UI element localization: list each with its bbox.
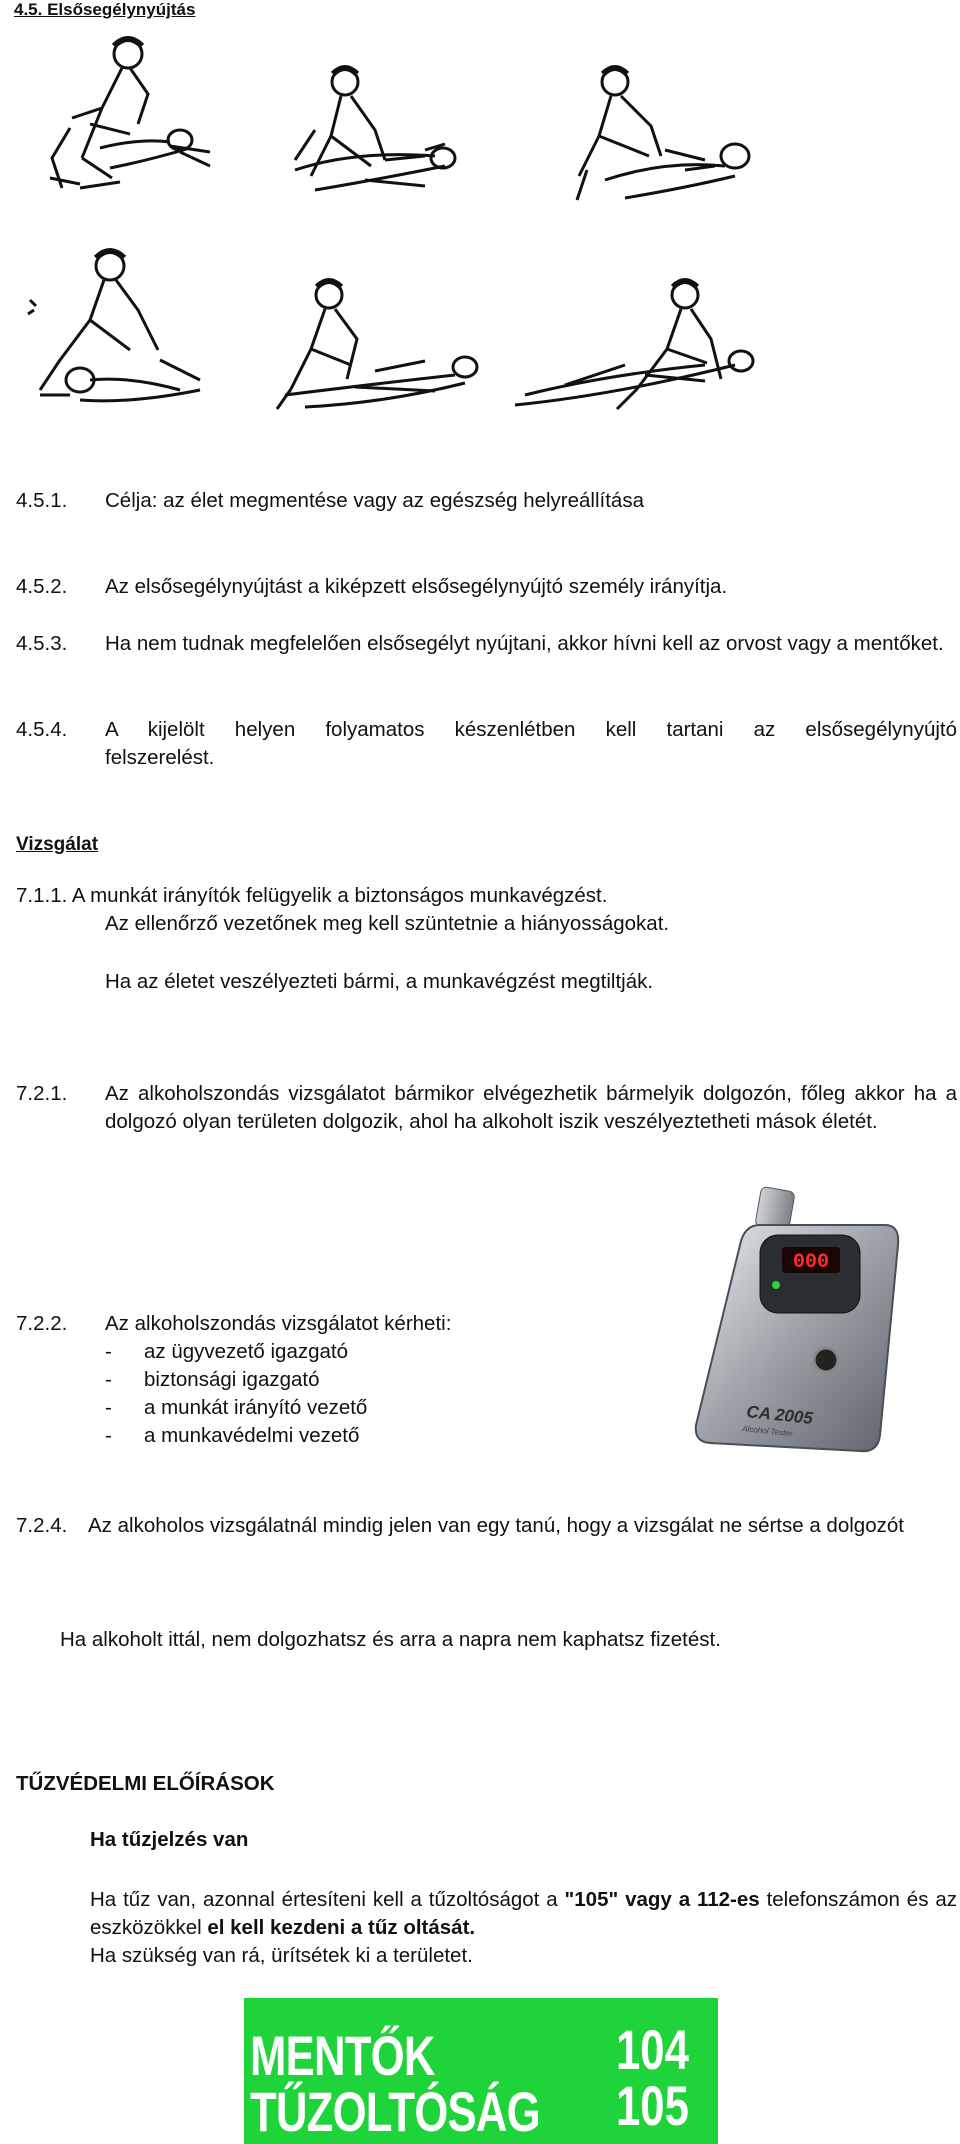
item-text: Az alkoholos vizsgálatnál mindig jelen van egy tanú, hogy a vizsgálat ne sértse a dolgozót	[88, 1514, 904, 1537]
rule-711: 7.1.1. A munkát irányítók felügyelik a biztonságos munkavégzést.	[16, 884, 608, 907]
fire-brigade-number: 105	[616, 2074, 689, 2137]
item-text: Az alkoholszondás vizsgálatot kérheti:	[105, 1312, 452, 1335]
item-text: A kijelölt helyen folyamatos készenlétben kell tartani az elsősegélynyújtó felszerelést.	[105, 718, 957, 769]
list-item: biztonsági igazgató	[144, 1368, 320, 1391]
emergency-numbers-box	[244, 1998, 718, 2144]
rule-711-b: Az ellenőrző vezetőnek meg kell szüntetnie a hiányosságokat.	[105, 912, 670, 935]
first-aid-figure-5	[265, 275, 490, 415]
fire-p1-b: "105" vagy a 112-es	[564, 1888, 760, 1911]
fire-p1-d: el kell kezdeni a tűz oltását.	[207, 1916, 476, 1939]
device-led-readout: 000	[792, 1251, 830, 1274]
item-number: 7.2.4.	[16, 1514, 68, 1537]
item-number: 4.5.4.	[16, 718, 68, 741]
item-number: 4.5.2.	[16, 575, 68, 598]
item-number: 7.2.2.	[16, 1312, 68, 1335]
device-model-label: CA 2005	[745, 1402, 814, 1428]
section-title: 4.5. Elsősegélynyújtás	[14, 0, 196, 19]
vizsgalat-heading: Vizsgálat	[16, 834, 99, 855]
fire-p1-a: Ha tűz van, azonnal értesíteni kell a tűzoltóságot a	[90, 1888, 565, 1911]
rule-711-c: Ha az életet veszélyezteti bármi, a munkavégzést megtiltják.	[105, 970, 654, 993]
item-number: 4.5.1.	[16, 489, 68, 512]
fire-paragraph-2: Ha szükség van rá, ürítsétek ki a területet.	[90, 1944, 473, 1967]
list-item: az ügyvezető igazgató	[144, 1340, 348, 1363]
fire-paragraph	[90, 1886, 957, 1942]
fire-brigade-label: TŰZOLTÓSÁG	[250, 2080, 540, 2143]
item-number: 4.5.3.	[16, 632, 68, 655]
fire-p1-c: telefonszámon és az eszközökkel	[90, 1888, 957, 1939]
breathalyzer-device-image	[690, 1185, 910, 1460]
list-dash: -	[105, 1340, 112, 1363]
ambulance-number: 104	[616, 2018, 689, 2081]
item-text: Ha nem tudnak megfelelően elsősegélyt nyújtani, akkor hívni kell az orvost vagy a mentőket.	[105, 632, 944, 655]
first-aid-figure-3	[565, 60, 765, 210]
item-text: Az alkoholszondás vizsgálatot bármikor elvégezhetik bármelyik dolgozón, főleg akkor ha a dolgozó olyan területen dolgozik, ahol ha alkoholt iszik veszélyeztetheti mások életét.	[105, 1082, 957, 1133]
item-number: 7.2.1.	[16, 1082, 68, 1105]
device-sub-label: Alcohol Tester	[741, 1424, 793, 1439]
list-dash: -	[105, 1424, 112, 1447]
ambulance-label: MENTŐK	[250, 2024, 435, 2087]
fire-subheading: Ha tűzjelzés van	[90, 1828, 249, 1851]
item-text: Célja: az élet megmentése vagy az egészség helyreállítása	[105, 489, 644, 512]
first-aid-figure-6	[505, 275, 765, 415]
list-dash: -	[105, 1396, 112, 1419]
first-aid-figure-2	[275, 60, 485, 210]
item-text: Az elsősegélynyújtást a kiképzett elsősegélynyújtó személy irányítja.	[105, 575, 728, 598]
fire-heading: TŰZVÉDELMI ELŐÍRÁSOK	[16, 1772, 275, 1795]
first-aid-figure-1	[30, 28, 240, 208]
list-item: a munkát irányító vezető	[144, 1396, 368, 1419]
list-dash: -	[105, 1368, 112, 1391]
list-item: a munkavédelmi vezető	[144, 1424, 360, 1447]
alcohol-note: Ha alkoholt ittál, nem dolgozhatsz és arra a napra nem kaphatsz fizetést.	[60, 1628, 721, 1651]
first-aid-figure-4	[20, 240, 230, 415]
